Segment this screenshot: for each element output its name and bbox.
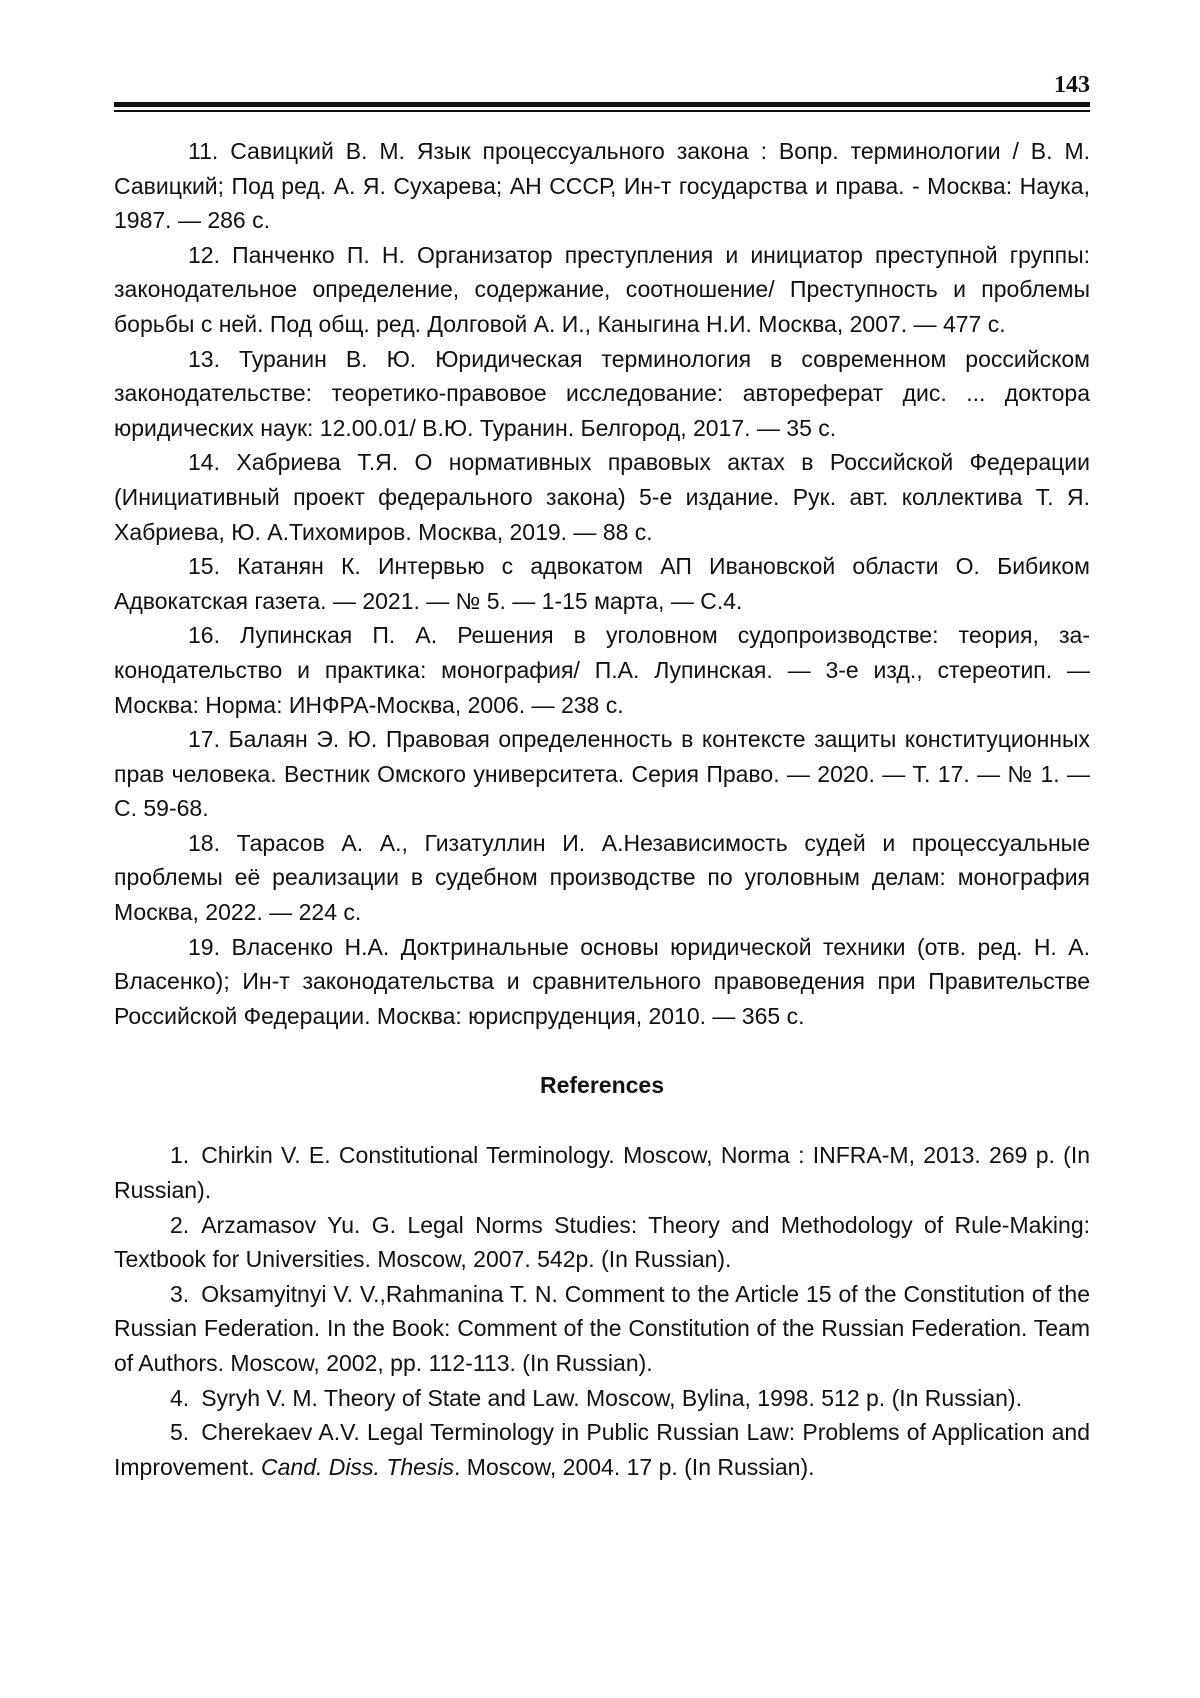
reference-number: 2. — [170, 1211, 190, 1238]
reference-item — [114, 549, 1090, 618]
references-heading: References — [539, 1072, 665, 1099]
reference-italic-text: Cand. Diss. Thesis — [261, 1453, 455, 1480]
reference-item — [114, 445, 1090, 549]
reference-number: 17. — [188, 726, 220, 753]
reference-text: Балаян Э. Ю. Правовая определенность в контексте защиты конституционных прав человека. Вестник Омского университета. Серия Право. — 2020. — Т. 17. — № 1. — С. 59-68. — [114, 726, 1091, 822]
reference-number: 13. — [188, 345, 220, 372]
header-rule-thick — [114, 102, 1090, 107]
header-rule-thin — [114, 110, 1090, 112]
reference-text: Syryh V. M. Theory of State and Law. Moscow, Bylina, 1998. 512 p. (In Russian). — [201, 1384, 1022, 1411]
reference-text: Власенко Н.А. Доктринальные основы юридической техники (отв. ред. Н. А. Власенко); Ин-т законодательства и сравнительного правоведения при Правительстве Российской Федерации. Москва: юриспруденция, 2010. — 365 с. — [114, 933, 1090, 1029]
reference-number: 3. — [170, 1280, 190, 1307]
reference-text: Oksamyitnyi V. V.,Rahmanina T. N. Comment to the Article 15 of the Constitution of the Russian Federation. In the Book: Comment of the Constitution of the Russian Federation. Team of Authors. Moscow, 2002, pp. 112-113. (In Russian). — [114, 1280, 1090, 1376]
reference-item — [114, 722, 1090, 826]
reference-item — [114, 618, 1090, 722]
reference-text: Панченко П. Н. Организатор преступления и инициатор преступной группы: законодательное определение, содержание, соотношение/ Преступность и проблемы борьбы с ней. Под общ. ред. Долговой А. И., Каныгина Н.И. Москва, 2007. — 477 с. — [114, 241, 1090, 337]
reference-item — [114, 238, 1090, 342]
reference-item — [114, 1277, 1090, 1381]
reference-number: 19. — [188, 933, 220, 960]
reference-text: Лупинская П. А. Решения в уголовном судопроизводстве: теория, законодательство и практика: монография/ П.А. Лупинская. — 3-е изд., стереотип. — Москва: Норма: ИНФРА-Москва, 2006. — 238 с. — [114, 622, 1091, 718]
reference-text: Тарасов А. А., Гизатуллин И. А.Независимость судей и процессуальные проблемы её реализации в судебном производстве по уголовным делам: монография Москва, 2022. — 224 с. — [114, 829, 1091, 926]
reference-text: Arzamasov Yu. G. Legal Norms Studies: Theory and Methodology of Rule-Making: Textbook for Universities. Moscow, 2007. 542p. (In Russian). — [114, 1211, 1090, 1273]
reference-item — [114, 826, 1090, 930]
reference-item — [114, 1208, 1090, 1277]
reference-text: Савицкий В. М. Язык процессуального закона : Вопр. терминологии / В. М. Савицкий; Под ред. А. Я. Сухарева; АН СССР, Ин-т государства и права. - Москва: Наука, 1987. — 286 с. — [114, 138, 1090, 234]
reference-text: Cherekaev A.V. Legal Terminology in Public Russian Law: Problems of Application and Improvement. — [114, 1419, 1090, 1480]
reference-number: 1. — [170, 1142, 190, 1169]
page-number: 143 — [1054, 72, 1090, 98]
reference-item — [114, 342, 1090, 446]
reference-text: Хабриева Т.Я. О нормативных правовых актах в Российской Федерации (Инициативный проект федерального закона) 5-е издание. Рук. авт. коллектива Т. Я. Хабриева, Ю. А.Тихомиров. Москва, 2019. — 88 с. — [114, 449, 1090, 545]
reference-number: 18. — [188, 829, 220, 856]
reference-item — [114, 930, 1090, 1034]
reference-item — [114, 1381, 1090, 1416]
reference-text: Катанян К. Интервью с адвокатом АП Ивановской области О. Бибиком Адвокатская газета. — 2021. — № 5. — 1-15 марта, — С.4. — [114, 553, 1090, 614]
reference-text: Туранин В. Ю. Юридическая терминология в современном российском законодательстве: теоретико-правовое исследование: автореферат дис. ... доктора юридических наук: 12.00.01/ В.Ю. Туранин. Белгород, 2017. — 35 с. — [114, 345, 1090, 441]
reference-number: 5. — [170, 1419, 190, 1446]
reference-number: 12. — [188, 241, 220, 268]
reference-item — [114, 134, 1090, 238]
reference-item — [114, 1415, 1090, 1484]
reference-item — [114, 1138, 1090, 1207]
reference-number: 11. — [188, 138, 219, 164]
reference-number: 15. — [188, 553, 220, 580]
reference-number: 4. — [170, 1384, 190, 1411]
reference-number: 16. — [188, 622, 220, 649]
reference-number: 14. — [188, 449, 220, 476]
reference-text: . Moscow, 2004. 17 p. (In Russian). — [454, 1453, 815, 1480]
reference-text: Chirkin V. E. Constitutional Terminology. Moscow, Norma : INFRA-M, 2013. 269 p. (In Russian). — [114, 1142, 1090, 1204]
page-content — [114, 134, 1090, 1484]
